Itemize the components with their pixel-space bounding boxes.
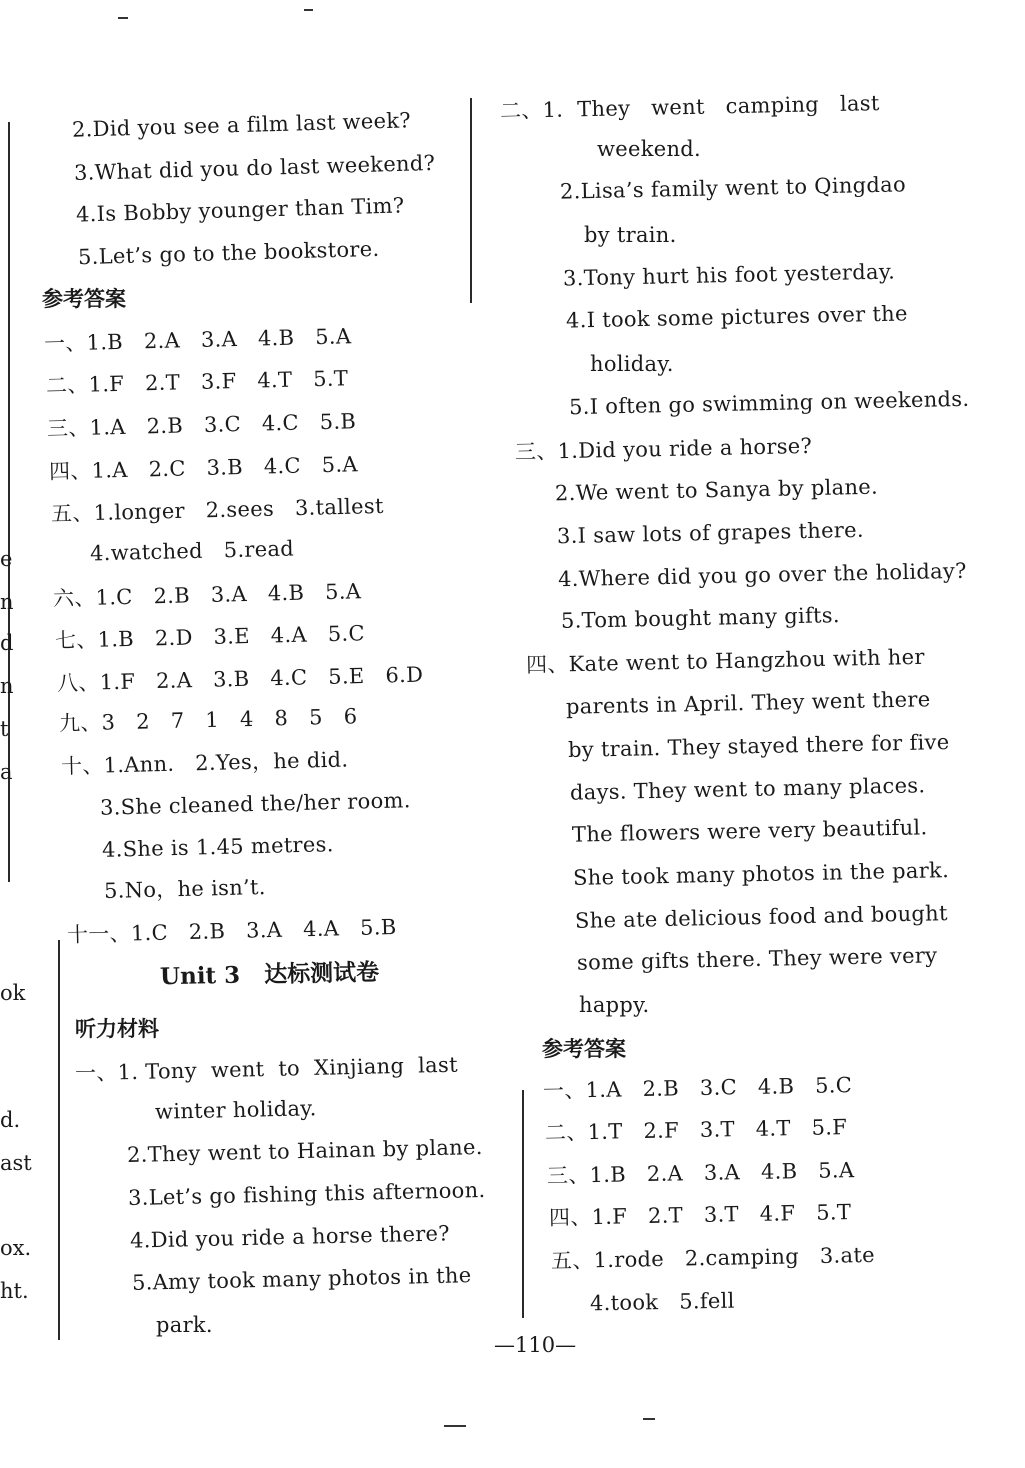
passage-line: She took many photos in the park. bbox=[572, 858, 950, 890]
passage-line: 四、Kate went to Hangzhou with her bbox=[525, 644, 925, 678]
listening-line: 3.Let’s go fishing this afternoon. bbox=[127, 1177, 486, 1211]
listening-line: 三、1.Did you ride a horse? bbox=[514, 433, 813, 465]
answer-row: 二、1.T 2.F 3.T 4.T 5.F bbox=[544, 1115, 848, 1145]
edge-fragment: d. bbox=[0, 1108, 21, 1132]
column-divider-rule bbox=[522, 1090, 524, 1318]
answer-row: 4.took 5.fell bbox=[589, 1288, 735, 1316]
edge-fragment: ht. bbox=[0, 1279, 29, 1303]
listening-line: 3.Tony hurt his foot yesterday. bbox=[562, 259, 896, 291]
page-number: —110— bbox=[494, 1333, 577, 1357]
listening-line: 3.What did you do last weekend? bbox=[73, 150, 436, 186]
edge-fragment: d bbox=[0, 631, 14, 655]
answer-row: 六、1.C 2.B 3.A 4.B 5.A bbox=[52, 579, 362, 611]
edge-fragment: n bbox=[0, 674, 14, 698]
listening-line: park. bbox=[156, 1313, 213, 1337]
passage-line: by train. They stayed there for five bbox=[567, 730, 950, 762]
edge-fragment: ast bbox=[0, 1151, 32, 1175]
edge-fragment: a bbox=[0, 760, 13, 784]
left-column-rule bbox=[58, 940, 60, 1340]
passage-line: She ate delicious food and bought bbox=[574, 901, 948, 933]
passage-line: The flowers were very beautiful. bbox=[571, 815, 928, 847]
passage-line: days. They went to many places. bbox=[569, 773, 926, 805]
answer-row: 4.She is 1.45 metres. bbox=[101, 832, 334, 862]
answer-row: 十一、1.C 2.B 3.A 4.A 5.B bbox=[66, 914, 397, 948]
answer-row: 十、1.Ann. 2.Yes，he did. bbox=[60, 747, 349, 779]
answer-row: 四、1.F 2.T 3.T 4.F 5.T bbox=[548, 1200, 852, 1230]
answer-row: 3.She cleaned the/her room. bbox=[99, 788, 411, 820]
answer-row: 八、1.F 2.A 3.B 4.C 5.E 6.D bbox=[56, 662, 424, 696]
answer-row: 4.watched 5.read bbox=[89, 536, 295, 566]
listening-line: by train. bbox=[584, 223, 677, 247]
listening-line: 5.Tom bought many gifts. bbox=[560, 603, 841, 633]
answer-row: 七、1.B 2.D 3.E 4.A 5.C bbox=[54, 621, 366, 653]
edge-fragment: ox. bbox=[0, 1236, 32, 1260]
unit-title: Unit 3 达标测试卷 bbox=[159, 958, 380, 991]
edge-fragment: e bbox=[0, 547, 13, 571]
listening-line: 2.They went to Hainan by plane. bbox=[126, 1134, 483, 1168]
listening-heading: 听力材料 bbox=[75, 1016, 159, 1041]
listening-line: 4.I took some pictures over the bbox=[565, 301, 908, 333]
listening-line: winter holiday. bbox=[154, 1096, 317, 1124]
answer-row: 九、3 2 7 1 4 8 5 6 bbox=[58, 704, 358, 736]
answer-row: 五、1.longer 2.sees 3.tallest bbox=[50, 493, 384, 527]
passage-line: parents in April. They went there bbox=[565, 687, 931, 719]
scan-mark bbox=[444, 1425, 466, 1427]
listening-line: 2.We went to Sanya by plane. bbox=[554, 474, 879, 506]
listening-line: 5.Let’s go to the bookstore. bbox=[77, 236, 380, 270]
scan-mark bbox=[643, 1418, 655, 1420]
edge-fragment: t bbox=[0, 717, 9, 741]
column-divider-rule bbox=[470, 98, 472, 303]
scan-mark bbox=[304, 9, 313, 11]
answer-row: 三、1.A 2.B 3.C 4.C 5.B bbox=[46, 409, 357, 441]
answer-row: 四、1.A 2.C 3.B 4.C 5.A bbox=[48, 452, 359, 484]
listening-line: 二、1. They went camping last bbox=[499, 91, 880, 123]
listening-line: 2.Did you see a film last week? bbox=[71, 108, 412, 142]
scan-mark bbox=[118, 17, 128, 19]
answer-row: 5.No，he isn’t. bbox=[103, 875, 266, 903]
passage-line: some gifts there. They were very bbox=[576, 943, 938, 975]
listening-line: holiday. bbox=[590, 352, 674, 376]
listening-line: 3.I saw lots of grapes there. bbox=[556, 517, 865, 549]
edge-fragment: ok bbox=[0, 981, 26, 1005]
listening-line: 一、1. Tony went to Xinjiang last bbox=[74, 1052, 459, 1086]
answer-row: 一、1.B 2.A 3.A 4.B 5.A bbox=[43, 324, 352, 356]
answer-row: 二、1.F 2.T 3.F 4.T 5.T bbox=[45, 366, 349, 398]
listening-line: 5.I often go swimming on weekends. bbox=[568, 386, 970, 420]
answer-row: 三、1.B 2.A 3.A 4.B 5.A bbox=[546, 1158, 855, 1188]
edge-fragment: n bbox=[0, 590, 14, 614]
answer-row: 一、1.A 2.B 3.C 4.B 5.C bbox=[542, 1073, 853, 1103]
passage-line: happy. bbox=[579, 993, 650, 1017]
listening-line: 5.Amy took many photos in the bbox=[131, 1263, 472, 1295]
answer-row: 五、1.rode 2.camping 3.ate bbox=[550, 1242, 876, 1274]
listening-line: 4.Where did you go over the holiday? bbox=[557, 558, 967, 592]
answers-heading: 参考答案 bbox=[542, 1036, 626, 1061]
answers-heading: 参考答案 bbox=[42, 286, 126, 311]
listening-line: 2.Lisa’s family went to Qingdao bbox=[559, 172, 907, 204]
listening-line: weekend. bbox=[597, 137, 702, 161]
listening-line: 4.Is Bobby younger than Tim? bbox=[75, 193, 405, 227]
listening-line: 4.Did you ride a horse there? bbox=[129, 1221, 451, 1253]
